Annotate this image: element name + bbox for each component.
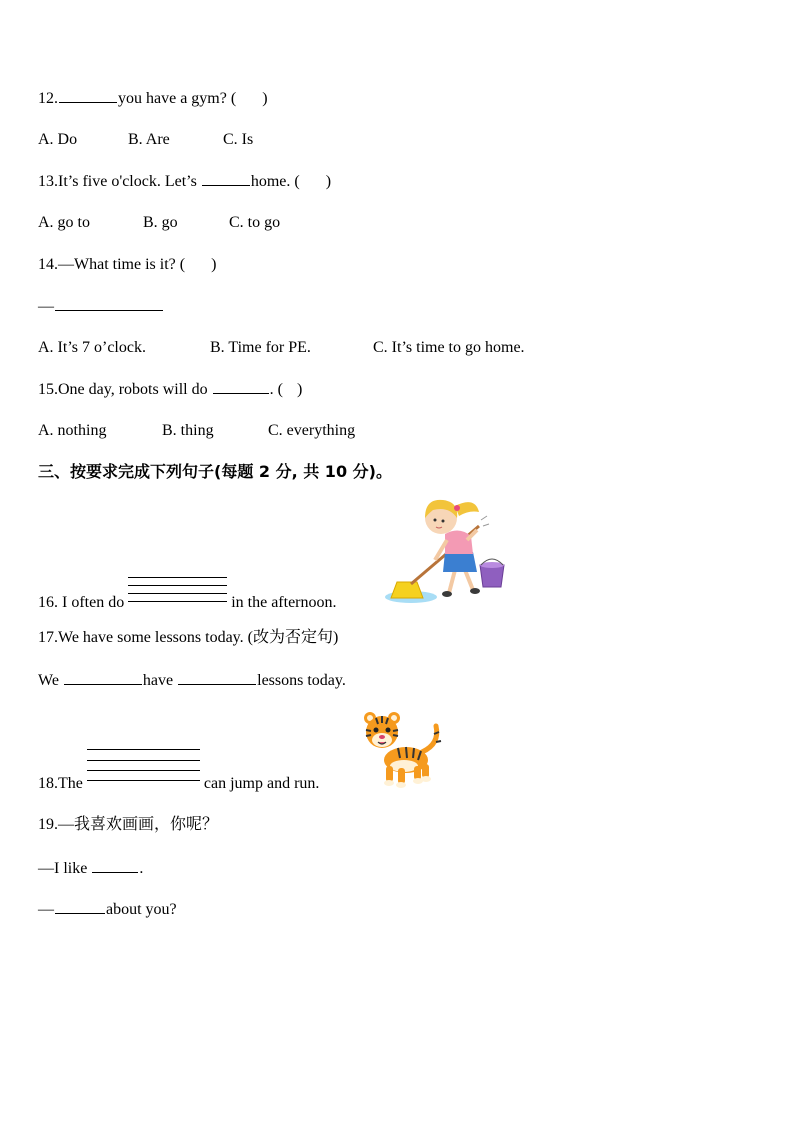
dash: — <box>38 901 54 918</box>
question-17 <box>38 628 338 648</box>
options-12 <box>38 130 253 150</box>
option-c[interactable]: C. Is <box>223 131 254 148</box>
question-19 <box>38 815 218 835</box>
answer-blank[interactable] <box>55 296 163 311</box>
question-12 <box>38 88 268 109</box>
section-heading: 三、按要求完成下列句子(每题 2 分, 共 10 分)。 <box>38 462 392 481</box>
option-a[interactable]: A. It’s 7 o’clock. <box>38 339 146 356</box>
question-prompt: 19.—我喜欢画画，你呢？ <box>38 816 219 833</box>
question-text: 18.The <box>38 775 83 792</box>
paren-close: ) <box>325 173 332 190</box>
writing-line <box>87 749 200 750</box>
question-prompt: 17.We have some lessons today. (改为否定句) <box>38 629 339 646</box>
question-text-after: home. ( <box>250 173 300 190</box>
question-text: 14.—What time is it? ( <box>38 256 186 273</box>
question-text: you have a gym? ( <box>118 90 237 107</box>
option-c[interactable]: C. everything <box>268 422 356 439</box>
writing-line <box>87 760 200 761</box>
answer-blank[interactable] <box>202 171 250 186</box>
answer-text-after: about you? <box>106 901 177 918</box>
question-text: 16. I often do <box>38 594 125 611</box>
option-b[interactable]: B. go <box>143 214 178 231</box>
options-13 <box>38 213 280 233</box>
tiger-illustration <box>358 708 444 790</box>
options-15 <box>38 421 355 441</box>
paren-close: ) <box>296 381 303 398</box>
option-b[interactable]: B. thing <box>162 422 214 439</box>
question-15 <box>38 379 302 400</box>
writing-line <box>128 593 227 594</box>
writing-line <box>128 577 227 578</box>
question-text: 13.It’s five o'clock. Let’s <box>38 173 197 190</box>
paren-close: ) <box>211 256 217 273</box>
options-14 <box>38 338 525 358</box>
answer-text: We <box>38 672 59 689</box>
answer-text-after: . <box>139 860 144 877</box>
four-line-writing-blank[interactable] <box>87 774 200 788</box>
question-text-after: in the afternoon. <box>231 594 337 611</box>
writing-line <box>87 770 200 771</box>
question-13 <box>38 171 331 192</box>
question-text-after: . ( <box>269 381 283 398</box>
answer-line-19b <box>38 899 177 920</box>
writing-line <box>128 601 227 602</box>
question-text: 15.One day, robots will do <box>38 381 208 398</box>
answer-blank-2[interactable] <box>178 670 256 685</box>
dash: — <box>38 298 54 315</box>
answer-line-14 <box>38 296 164 317</box>
four-line-writing-blank[interactable] <box>128 593 227 607</box>
option-a[interactable]: A. Do <box>38 131 78 148</box>
paren-close: ) <box>262 90 268 107</box>
writing-line <box>87 780 200 781</box>
answer-blank-1[interactable] <box>64 670 142 685</box>
answer-blank[interactable] <box>55 899 105 914</box>
option-a[interactable]: A. nothing <box>38 422 107 439</box>
answer-text: —I like <box>38 860 88 877</box>
option-c[interactable]: C. It’s time to go home. <box>373 339 525 356</box>
option-a[interactable]: A. go to <box>38 214 90 231</box>
answer-line-19a <box>38 858 143 879</box>
answer-blank[interactable] <box>59 88 117 103</box>
option-b[interactable]: B. Time for PE. <box>210 339 311 356</box>
answer-text-mid: have <box>142 672 174 689</box>
question-16 <box>38 593 337 613</box>
writing-line <box>128 585 227 586</box>
question-18 <box>38 774 319 794</box>
option-b[interactable]: B. Are <box>128 131 170 148</box>
answer-blank[interactable] <box>92 858 138 873</box>
answer-blank[interactable] <box>213 379 269 394</box>
question-text-after: can jump and run. <box>203 775 320 792</box>
option-c[interactable]: C. to go <box>229 214 281 231</box>
question-14 <box>38 255 216 275</box>
answer-line-17 <box>38 670 346 691</box>
question-number: 12. <box>38 90 58 107</box>
answer-text-after: lessons today. <box>257 672 346 689</box>
girl-mopping-illustration <box>383 490 508 610</box>
